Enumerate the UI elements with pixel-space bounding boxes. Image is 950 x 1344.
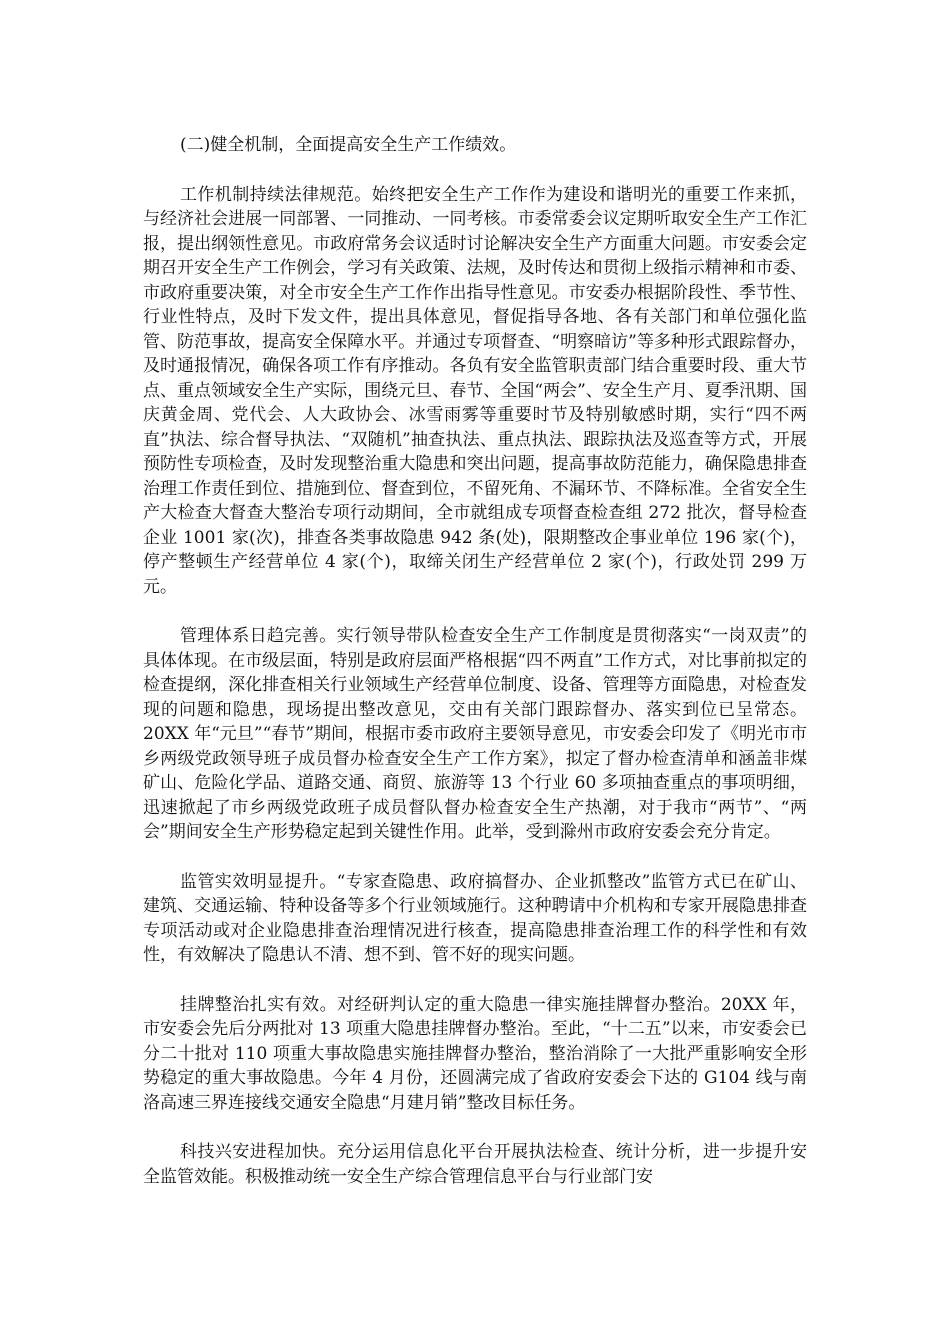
paragraph-technology-safety: 科技兴安进程加快。充分运用信息化平台开展执法检查、统计分析，进一步提升安全监管效能。积极推动统一安全生产综合管理信息平台与行业部门安: [143, 1142, 807, 1187]
section-heading: (二)健全机制，全面提高安全生产工作绩效。: [180, 135, 517, 155]
paragraph-management-system: 管理体系日趋完善。实行领导带队检查安全生产工作制度是贯彻落实“一岗双责”的具体体现。在市级层面，特别是政府层面严格根据“四不两直”工作方式，对比事前拟定的检查提纲，深化排查相关行业领域生产经营单位制度、设备、管理等方面隐患，对检查发现的问题和隐患，现场提出整改意见，交由有关部门跟踪督办、落实到位已呈常态。20XX 年“元旦”“春节”期间，根据市委市政府主要领导意见，市安委会印发了《明光市市乡两级党政领导班子成员督办检查安全生产工作方案》，拟定了督办检查清单和涵盖非煤矿山、危险化学品、道路交通、商贸、旅游等 13 个行业 60 多项抽查重点的事项明细，迅速掀起了市乡两级党政班子成员督队督办检查安全生产热潮，对于我市“两节”、“两会”期间安全生产形势稳定起到关键性作用。此举，受到滁州市政府安委会充分肯定。: [143, 626, 808, 842]
document-body: [143, 133, 807, 1189]
paragraph-supervision-effect: 监管实效明显提升。“专家查隐患、政府搞督办、企业抓整改”监管方式已在矿山、建筑、交通运输、特种设备等多个行业领域施行。这种聘请中介机构和专家开展隐患排查专项活动或对企业隐患排查治理情况进行核查，提高隐患排查治理工作的科学性和有效性，有效解决了隐患认不清、想不到、管不好的现实问题。: [143, 871, 807, 965]
paragraph-work-mechanism: 工作机制持续法律规范。始终把安全生产工作作为建设和谐明光的重要工作来抓，与经济社会进展一同部署、一同推动、一同考核。市委常委会议定期听取安全生产工作汇报，提出纲领性意见。市政府常务会议适时讨论解决安全生产方面重大问题。市安委会定期召开安全生产工作例会，学习有关政策、法规，及时传达和贯彻上级指示精神和市委、市政府重要决策，对全市安全生产工作作出指导性意见。市安委办根据阶段性、季节性、行业性特点，及时下发文件，提出具体意见，督促指导各地、各有关部门和单位强化监管、防范事故，提高安全保障水平。并通过专项督查、“明察暗访”等多种形式跟踪督办，及时通报情况，确保各项工作有序推动。各负有安全监管职责部门结合重要时段、重大节点、重点领域安全生产实际，围绕元旦、春节、全国“两会”、安全生产月、夏季汛期、国庆黄金周、党代会、人大政协会、冰雪雨雾等重要时节及特别敏感时期，实行“四不两直”执法、综合督导执法、“双随机”抽查执法、重点执法、跟踪执法及巡查等方式，开展预防性专项检查，及时发现整治重大隐患和突出问题，提高事故防范能力，确保隐患排查治理工作责任到位、措施到位、督查到位，不留死角、不漏环节、不降标准。全省安全生产大检查大督查大整治专项行动期间，全市就组成专项督查检查组 272 批次，督导检查企业 1001 家(次)，排查各类事故隐患 942 条(处)，限期整改企事业单位 196 家(个)，停产整顿生产经营单位 4 家(个)，取缔关闭生产经营单位 2 家(个)，行政处罚 299 万元。: [143, 184, 807, 597]
paragraph-listed-rectification: 挂牌整治扎实有效。对经研判认定的重大隐患一律实施挂牌督办整治。20XX 年，市安委会先后分两批对 13 项重大隐患挂牌督办整治。至此，“十二五”以来，市安委会已分二十批对 110 项重大事故隐患实施挂牌督办整治，整治消除了一大批严重影响安全形势稳定的重大事故隐患。今年 4 月份，还圆满完成了省政府安委会下达的 G104 线与南洛高速三界连接线交通安全隐患“月建月销”整改目标任务。: [143, 994, 807, 1113]
